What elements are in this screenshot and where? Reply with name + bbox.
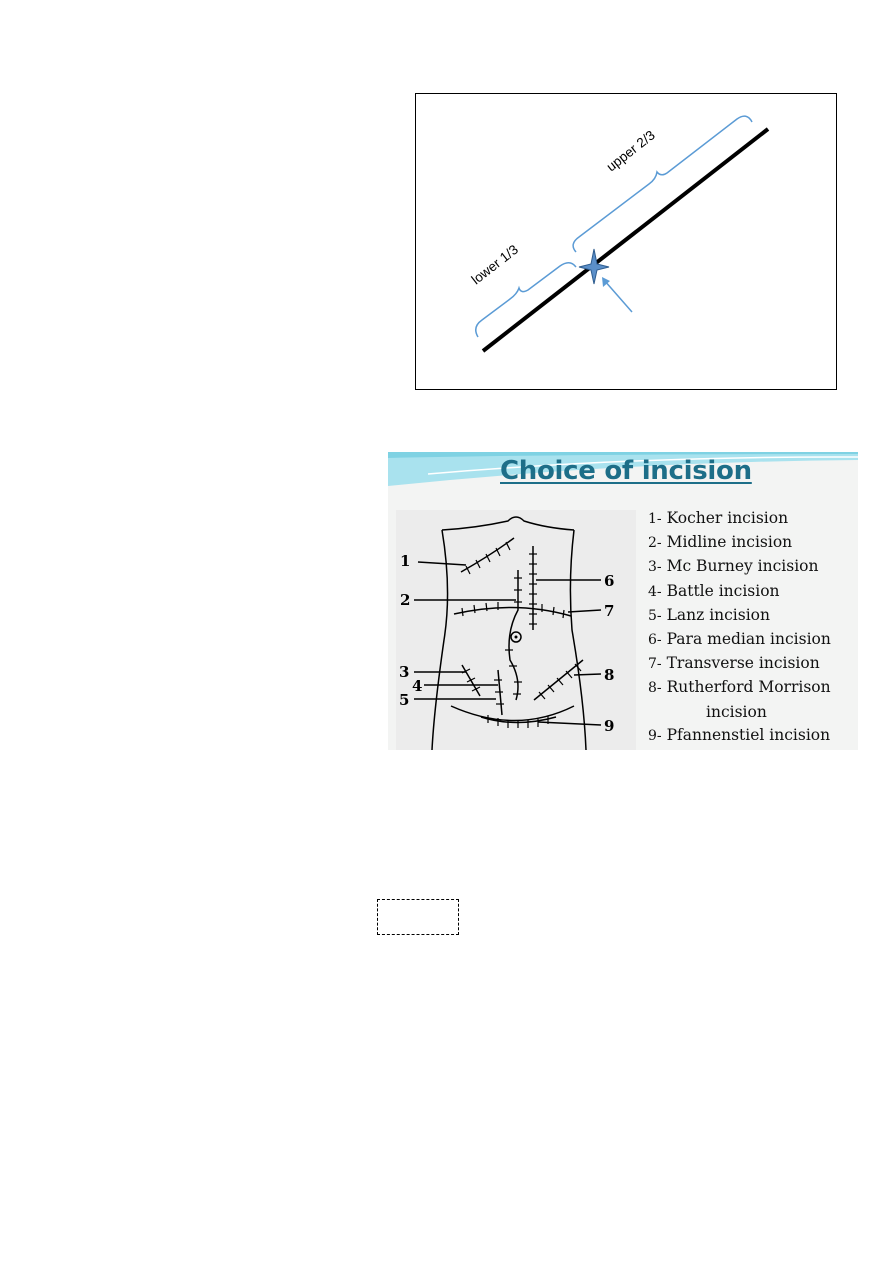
abdomen-incision-sketch: [396, 510, 636, 750]
legend-item: 6- Para median incision: [648, 630, 831, 649]
sketch-label-5: 5: [399, 691, 410, 709]
legend-item: 1- Kocher incision: [648, 509, 789, 527]
sketch-label-3: 3: [399, 663, 410, 681]
upper-two-thirds-label: upper 2/3: [603, 127, 658, 175]
sketch-label-7: 7: [604, 602, 615, 620]
choice-of-incision-slide: [388, 452, 858, 750]
sketch-label-4: 4: [412, 677, 423, 695]
legend-item: 2- Midline incision: [648, 533, 793, 552]
legend-item: 3- Mc Burney incision: [648, 557, 819, 576]
lower-third-label: lower 1/3: [468, 241, 522, 288]
legend-item: 8- Rutherford Morrison incision: [648, 678, 831, 721]
upper-two-thirds-brace: [573, 116, 752, 252]
sketch-label-1: 1: [400, 552, 411, 570]
arrow-up-left-icon: [602, 277, 632, 312]
sketch-label-9: 9: [604, 717, 615, 735]
spino-umbilical-line-figure: [415, 93, 837, 390]
incision-legend: [648, 507, 831, 748]
line-diagram: [416, 94, 838, 391]
legend-item: 5- Lanz incision: [648, 605, 770, 624]
sketch-label-8: 8: [604, 666, 615, 684]
legend-item: 9- Pfannenstiel incision: [648, 725, 831, 744]
sketch-label-6: 6: [604, 572, 615, 590]
legend-item: 4- Battle incision: [648, 581, 780, 600]
legend-item: 7- Transverse incision: [648, 654, 820, 673]
empty-dashed-box: [377, 899, 459, 935]
sketch-label-2: 2: [400, 591, 411, 609]
slide-title: Choice of incision: [500, 456, 752, 486]
